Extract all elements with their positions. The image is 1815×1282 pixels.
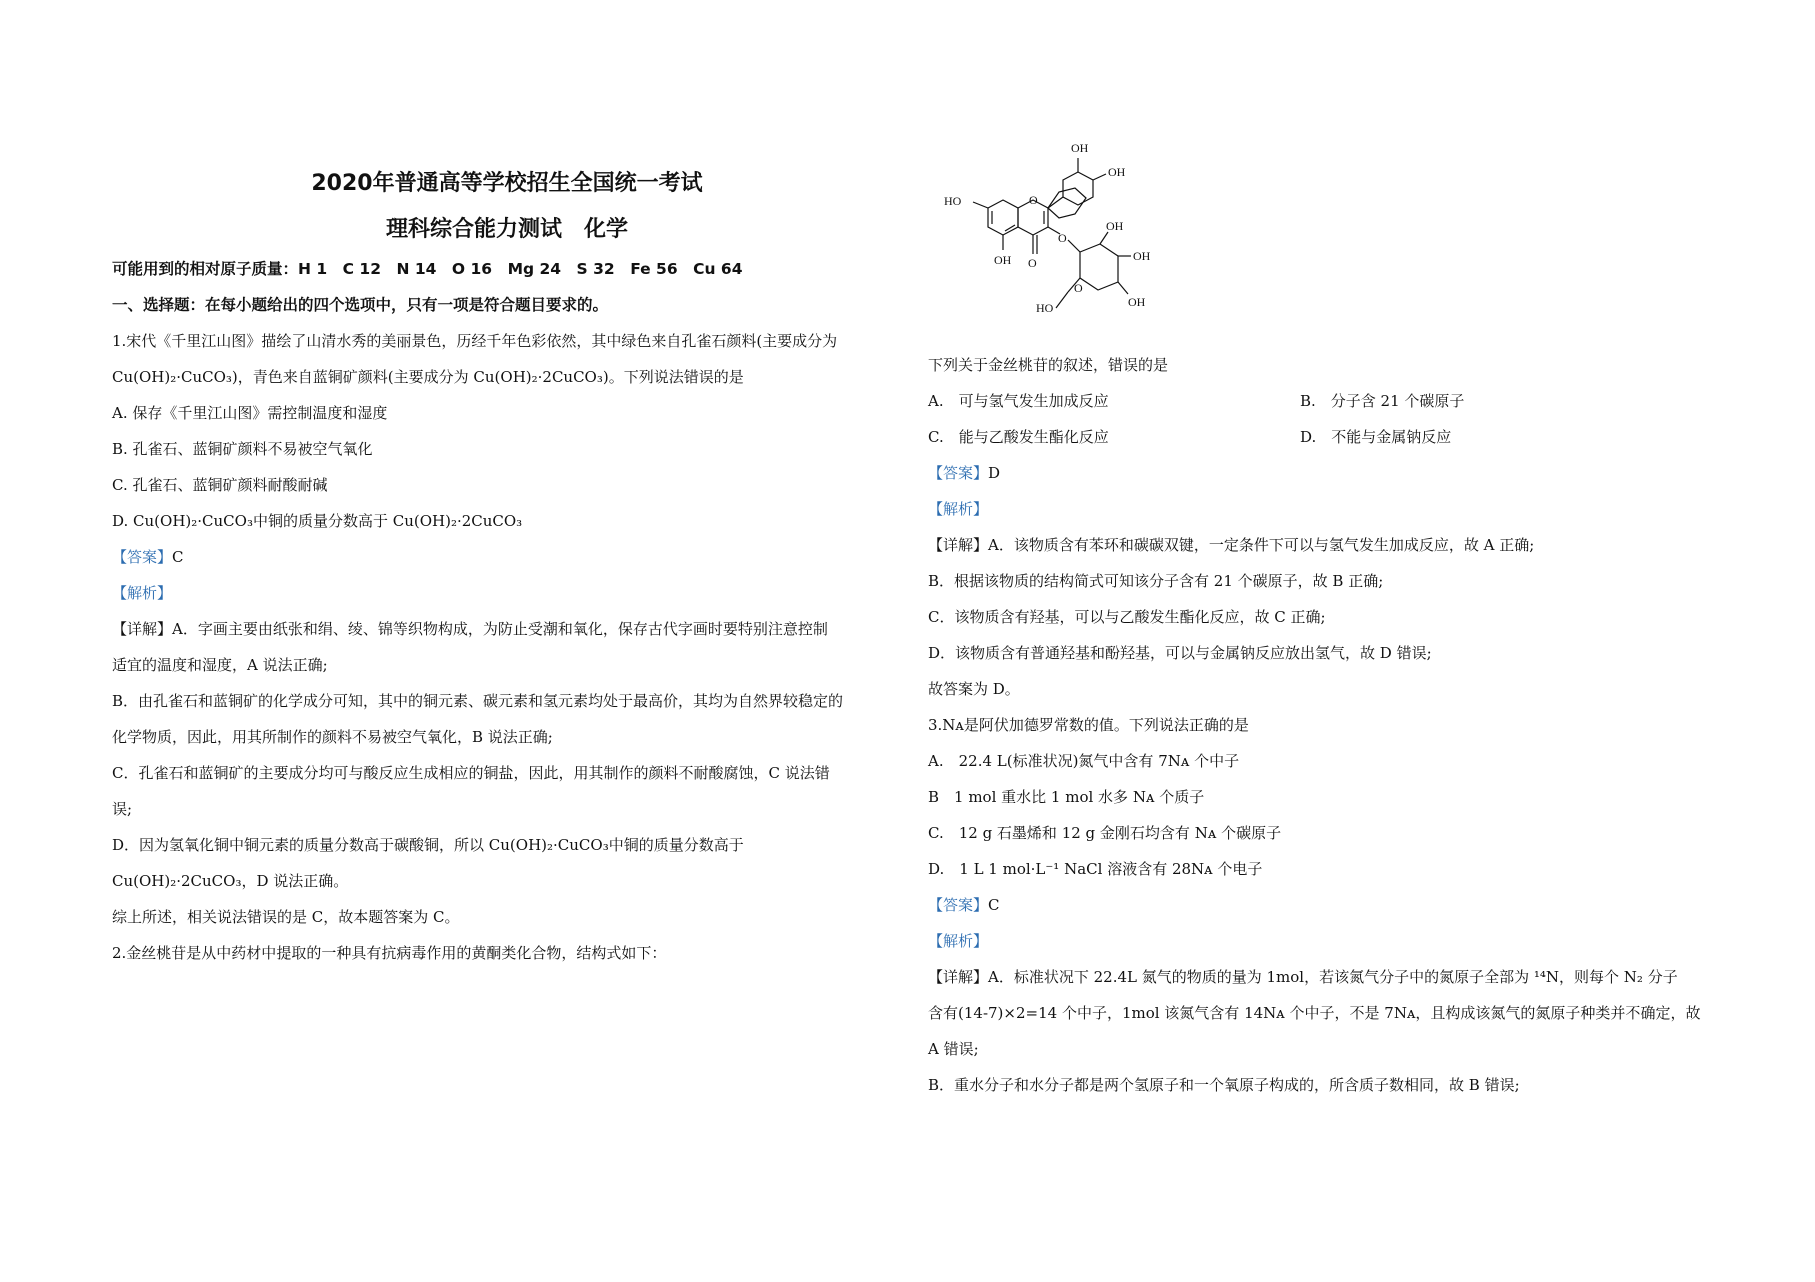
answer-tag: 【答案】 <box>112 548 173 566</box>
q2-detail-b: B．根据该物质的结构简式可知该分子含有 21 个碳原子，故 B 正确; <box>928 572 1384 590</box>
section-heading: 一、选择题：在每小题给出的四个选项中，只有一项是符合题目要求的。 <box>112 296 609 314</box>
label-oh-2: OH <box>1108 165 1126 179</box>
q2-option-d: D. 不能与金属钠反应 <box>1300 428 1452 446</box>
q2-option-a: A. 可与氢气发生加成反应 <box>928 392 1109 410</box>
q2-options-cd <box>928 427 1452 447</box>
q2-options-ab <box>928 391 1465 411</box>
q3-detail-a-3: A 错误; <box>928 1040 979 1058</box>
q3-analysis-tag: 【解析】 <box>928 932 989 950</box>
q1-option-c: C. 孔雀石、蓝铜矿颜料耐酸耐碱 <box>112 476 328 494</box>
page-title: 2020年普通高等学校招生全国统一考试 <box>311 171 703 196</box>
q1-detail-b-1: B．由孔雀石和蓝铜矿的化学成分可知，其中的铜元素、碳元素和氢元素均处于最高价，其均为自然界较稳定的 <box>112 692 844 710</box>
q1-detail-d-1: D．因为氢氧化铜中铜元素的质量分数高于碳酸铜，所以 Cu(OH)₂·CuCO₃中铜的质量分数高于 <box>112 836 744 854</box>
detail-text: A．该物质含有苯环和碳碳双键，一定条件下可以与氢气发生加成反应，故 A 正确; <box>988 536 1535 554</box>
q1-detail-c-1: C．孔雀石和蓝铜矿的主要成分均可与酸反应生成相应的铜盐，因此，用其制作的颜料不耐酸腐蚀，C 说法错 <box>112 764 830 782</box>
page-subtitle: 理科综合能力测试 化学 <box>385 217 628 242</box>
answer-tag: 【答案】 <box>928 464 989 482</box>
label-o-sugar: O <box>1074 281 1083 295</box>
q1-answer <box>112 547 184 567</box>
q3-detail-a-1 <box>928 967 1678 987</box>
q1-summary: 综上所述，相关说法错误的是 C，故本题答案为 C。 <box>112 908 460 926</box>
q2-question: 下列关于金丝桃苷的叙述，错误的是 <box>928 356 1169 374</box>
q1-detail-d-2: Cu(OH)₂·2CuCO₃，D 说法正确。 <box>112 872 349 890</box>
label-oh-3: OH <box>994 253 1012 267</box>
atomic-masses: 可能用到的相对原子质量：H 1 C 12 N 14 O 16 Mg 24 S 32 Fe 56 Cu 64 <box>112 260 743 278</box>
q2-answer <box>928 463 1000 483</box>
label-ho-1: HO <box>944 194 962 208</box>
q2-option-b: B. 分子含 21 个碳原子 <box>1300 392 1465 410</box>
label-oh-4: OH <box>1106 219 1124 233</box>
label-oh-1: OH <box>1071 141 1089 155</box>
detail-tag: 【详解】 <box>112 620 173 638</box>
q2-detail-d: D．该物质含有普通羟基和酚羟基，可以与金属钠反应放出氢气，故 D 错误; <box>928 644 1432 662</box>
q2-detail-a <box>928 535 1534 555</box>
q2-summary: 故答案为 D。 <box>928 680 1020 698</box>
q2-option-c: C. 能与乙酸发生酯化反应 <box>928 428 1109 446</box>
label-o-carbonyl: O <box>1028 256 1037 270</box>
detail-tag: 【详解】 <box>928 536 989 554</box>
q1-option-d: D. Cu(OH)₂·CuCO₃中铜的质量分数高于 Cu(OH)₂·2CuCO₃ <box>112 512 523 530</box>
q2-analysis-tag: 【解析】 <box>928 500 989 518</box>
q2-stem: 2.金丝桃苷是从中药材中提取的一种具有抗病毒作用的黄酮类化合物，结构式如下： <box>112 944 667 962</box>
label-ho-2: HO <box>1036 301 1054 315</box>
q1-detail-b-2: 化学物质，因此，用其所制作的颜料不易被空气氧化，B 说法正确; <box>112 728 553 746</box>
q3-detail-b: B．重水分子和水分子都是两个氢原子和一个氧原子构成的，所含质子数相同，故 B 错误; <box>928 1076 1520 1094</box>
q3-detail-a-2: 含有(14-7)×2=14 个中子，1mol 该氮气含有 14Nᴀ 个中子，不是 7Nᴀ，且构成该氮气的氮原子种类并不确定，故 <box>928 1004 1701 1022</box>
label-oh-6: OH <box>1128 295 1146 309</box>
answer-value: C <box>172 548 184 566</box>
q1-option-a: A. 保存《千里江山图》需控制温度和湿度 <box>112 404 388 422</box>
q3-option-b: B 1 mol 重水比 1 mol 水多 Nᴀ 个质子 <box>928 788 1205 806</box>
detail-text: A．标准状况下 22.4L 氮气的物质的量为 1mol，若该氮气分子中的氮原子全部为 ¹⁴N，则每个 N₂ 分子 <box>988 968 1678 986</box>
q1-option-b: B. 孔雀石、蓝铜矿颜料不易被空气氧化 <box>112 440 373 458</box>
structure-bonds <box>973 158 1131 308</box>
q3-option-d: D. 1 L 1 mol·L⁻¹ NaCl 溶液含有 28Nᴀ 个电子 <box>928 860 1263 878</box>
q3-option-a: A. 22.4 L(标准状况)氮气中含有 7Nᴀ 个中子 <box>928 752 1240 770</box>
q3-option-c: C. 12 g 石墨烯和 12 g 金刚石均含有 Nᴀ 个碳原子 <box>928 824 1282 842</box>
q1-stem-line1: 1.宋代《千里江山图》描绘了山清水秀的美丽景色，历经千年色彩依然，其中绿色来自孔雀石颜料(主要成分为 <box>112 332 838 350</box>
detail-tag: 【详解】 <box>928 968 989 986</box>
label-o-ring: O <box>1029 193 1038 207</box>
q1-detail-a-1 <box>112 619 828 639</box>
q1-analysis-tag: 【解析】 <box>112 584 173 602</box>
q2-detail-c: C．该物质含有羟基，可以与乙酸发生酯化反应，故 C 正确; <box>928 608 1326 626</box>
q3-stem: 3.Nᴀ是阿伏加德罗常数的值。下列说法正确的是 <box>928 716 1249 734</box>
q3-answer <box>928 895 1000 915</box>
answer-value: C <box>988 896 1000 914</box>
answer-tag: 【答案】 <box>928 896 989 914</box>
q1-stem-line2: Cu(OH)₂·CuCO₃)，青色来自蓝铜矿颜料(主要成分为 Cu(OH)₂·2CuCO₃)。下列说法错误的是 <box>112 368 744 386</box>
detail-text: A．字画主要由纸张和绢、绫、锦等织物构成，为防止受潮和氧化，保存古代字画时要特别注意控制 <box>172 620 828 638</box>
answer-value: D <box>988 464 1001 482</box>
q1-detail-c-2: 误; <box>112 800 133 818</box>
q1-detail-a-2: 适宜的温度和湿度，A 说法正确; <box>112 656 328 674</box>
label-o-link: O <box>1058 231 1067 245</box>
hyperoside-structure <box>928 132 1168 348</box>
label-oh-5: OH <box>1133 249 1151 263</box>
